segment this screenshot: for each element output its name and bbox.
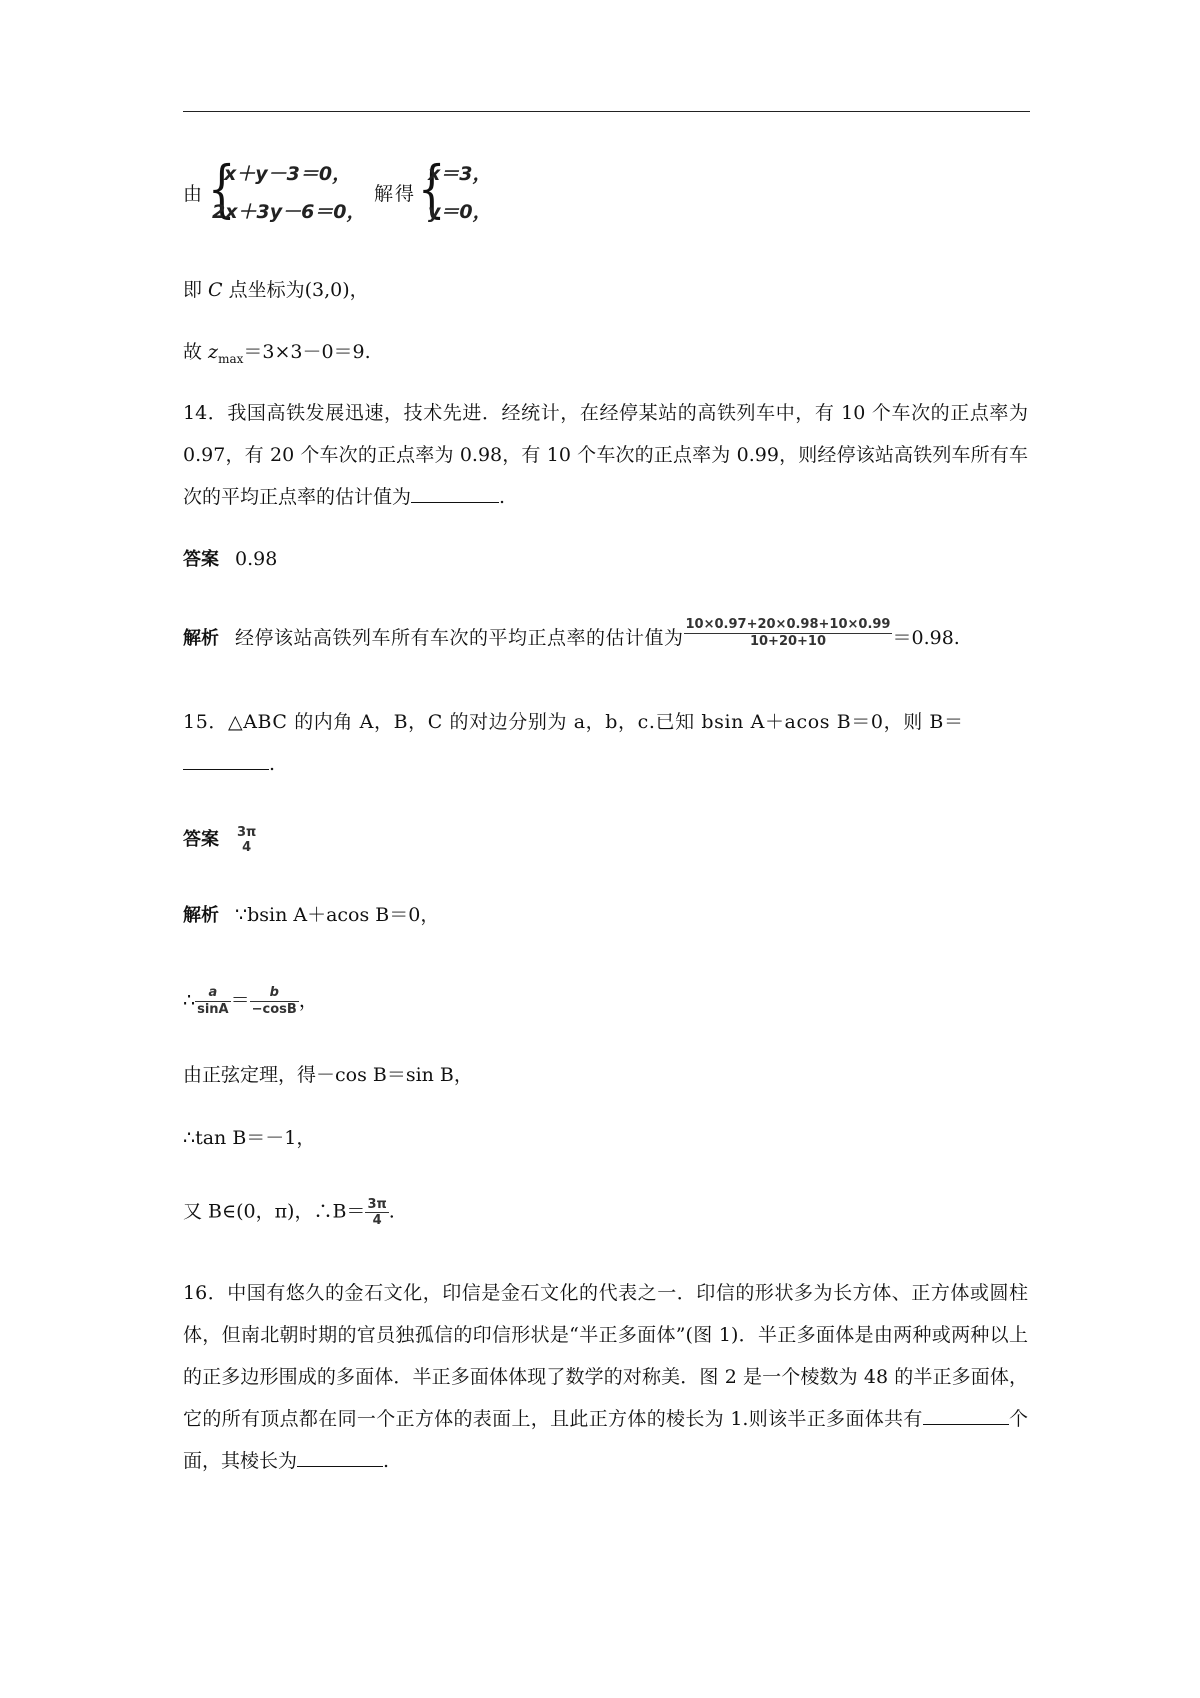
question-14: 14．我国高铁发展迅速，技术先进．经统计，在经停某站的高铁列车中，有 10 个车次的正点率为 0.97，有 20 个车次的正点率为 0.98，有 10 个车次的正点率为 0.99，则经停该站高铁列车所有车次的平均正点率的估计值为 . — [183, 402, 1028, 508]
q14-analysis: 解析 经停该站高铁列车所有车次的平均正点率的估计值为 $\frac{10\times 0.97+20\times 0.98+10\times 0.99}{10+20+10}$ ＝0.98. — [183, 616, 960, 649]
answer-blank-edge — [297, 1448, 383, 1467]
z-max-line: 故 $z_{max}=3\times 3-0=9$. — [183, 341, 371, 366]
step-sine-law: 由正弦定理，得－cos B＝sin B， — [183, 1064, 473, 1086]
left-brace: { — [207, 152, 236, 225]
q15-analysis: 解析 ∵bsin A＋acos B＝0， — [183, 904, 440, 926]
right-brace: { — [417, 152, 446, 225]
q14-answer: 答案 0.98 — [183, 548, 278, 570]
header-rule — [183, 111, 1030, 112]
solution-2: y＝0， — [428, 201, 492, 223]
equation-1: x＋y－3＝0， — [224, 163, 352, 185]
step-tan: ∴tan B＝－1， — [183, 1127, 316, 1149]
equation-2: 2x＋3y－6＝0， — [212, 201, 366, 223]
answer-blank — [411, 484, 499, 503]
result-fraction: $\frac{3\pi}{4}$ — [367, 1197, 387, 1228]
question-15: 15．△ABC 的内角 A，B，C 的对边分别为 a，b，c.已知 bsin A＋acos B＝0，则 B＝ . — [183, 711, 964, 775]
sine-rule-step: ∴ $\frac{a}{\sin A}$ ＝ $\frac{b}{-\cos B}$ ， — [183, 985, 318, 1017]
system-prefix: 由 — [183, 183, 203, 205]
q15-answer: 答案 3π 4 — [183, 825, 257, 855]
solution-1: x＝3， — [428, 163, 492, 185]
average-fraction: $\frac{10\times 0.97+20\times 0.98+10\times 0.99}{10+20+10}$ — [685, 616, 891, 649]
answer-fraction: 3π 4 — [237, 825, 257, 855]
fraction-b: $\frac{b}{-\cos B}$ — [251, 985, 297, 1017]
answer-blank-faces — [923, 1406, 1009, 1425]
fraction-a: $\frac{a}{\sin A}$ — [197, 985, 229, 1017]
solve-label: 解得 — [374, 183, 417, 205]
step-conclusion: 又 B∈(0，π)，∴B＝ $\frac{3\pi}{4}$ . — [183, 1197, 395, 1228]
point-c-line: 即 C 点坐标为(3,0)， — [183, 279, 369, 301]
question-16: 16．中国有悠久的金石文化，印信是金石文化的代表之一．印信的形状多为长方体、正方体或圆柱体，但南北朝时期的官员独孤信的印信形状是“半正多面体”(图 1)．半正多面体是由两种或两种以上的正多边形围成的多面体．半正多面体体现了数学的对称美．图 2 是一个棱数为 48 的半正多面体，它的所有顶点都在同一个正方体的表面上，且此正方体的棱长为 1.则该半正多面体共有 个面，其棱长为 . — [183, 1282, 1028, 1472]
answer-blank — [183, 751, 269, 770]
